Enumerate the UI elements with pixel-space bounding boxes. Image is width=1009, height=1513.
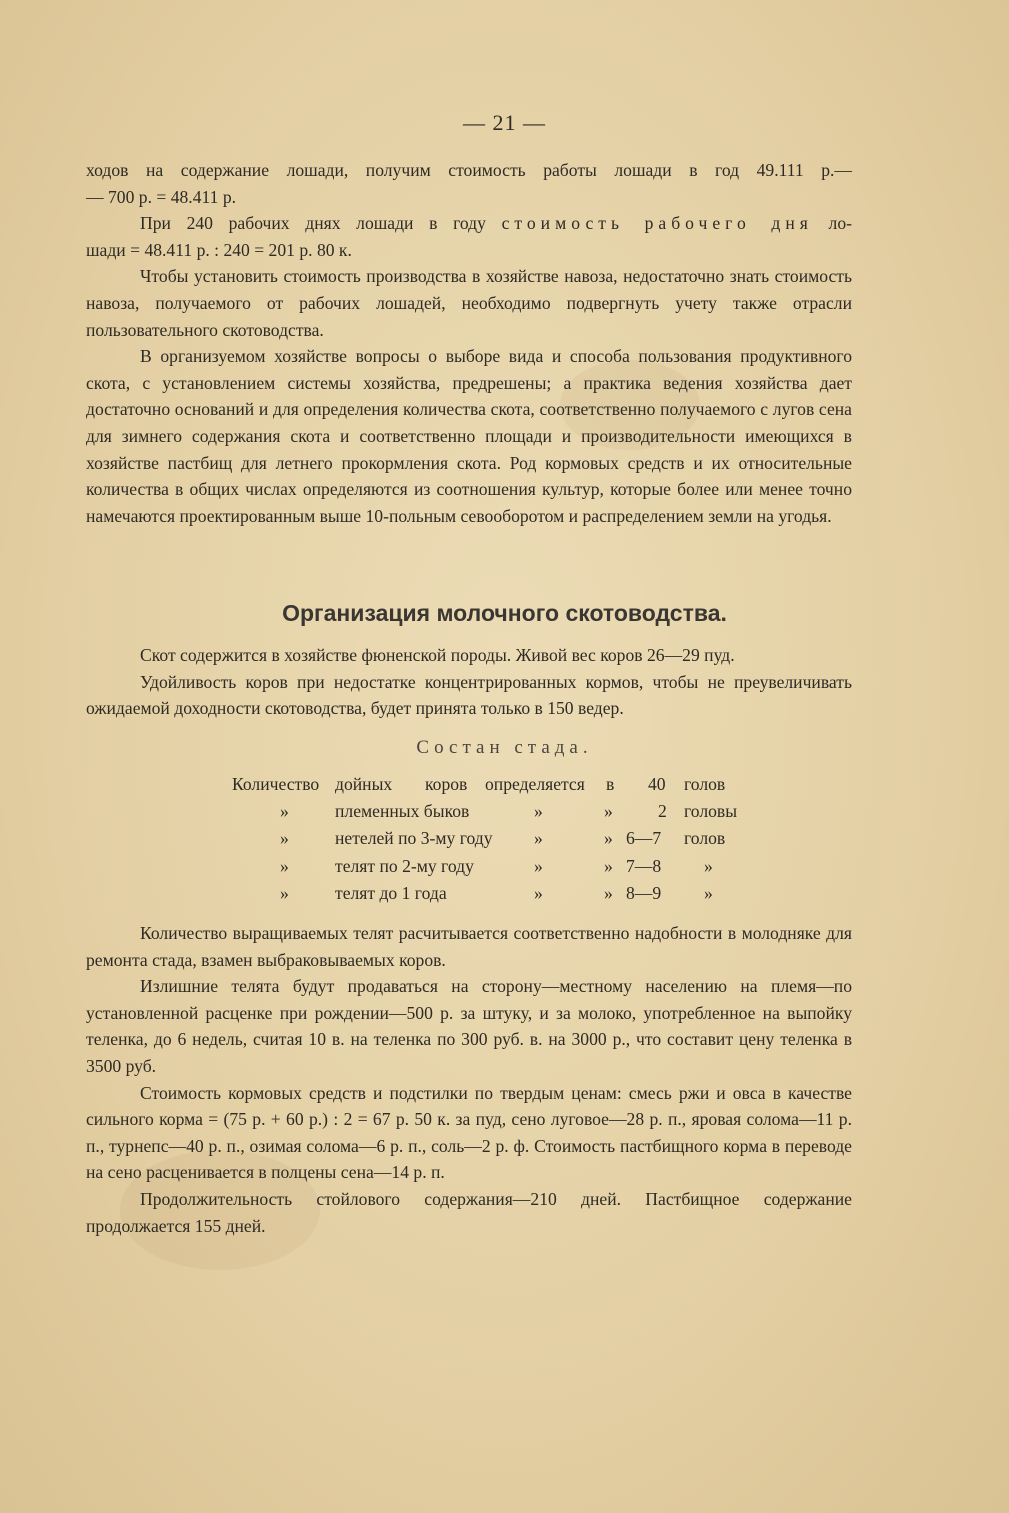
page-number: — 21 — [463,110,546,135]
paragraph: Удойливость коров при недостатке концентрированных кормов, чтобы не преувеличивать ожидаемой доходности скотоводства, будет принята только в 150 ведер. [86,671,852,719]
table-cell: телят до 1 года [335,883,447,903]
table-cell: головы [684,801,738,821]
section-heading: Организация молочного скотоводства. [282,600,727,626]
paragraph: Количество выращиваемых телят расчитывается соответственно надобности в молодняке для ремонта стада, взамен выбраковываемых коров. [86,923,852,970]
table-cell: 6—7 [626,828,662,848]
table-cell: » [534,801,543,821]
text-block-intro [86,157,852,529]
table-cell: » [280,801,289,821]
text-span: При 240 рабочих днях лошади в году [140,213,502,234]
paragraph-line: — 700 р. = 48.411 р. [86,186,237,207]
table-row [0,883,1009,909]
table-cell: дойных [335,774,393,794]
table-cell: телят по 2-му году [335,856,474,876]
table-heading: Состан стада. [416,737,593,758]
table-cell: » [280,828,289,848]
table-cell: определяется [485,774,585,794]
paragraph: Скот содержится в хозяйстве фюненской породы. Живой вес коров 26—29 пуд. [140,645,735,665]
paragraph-line: ходов на содержание лошади, получим стоимость работы лошади в год 49.111 р.— [86,160,852,180]
table-cell: » [534,828,543,848]
table-cell: нетелей по 3-му году [335,828,493,848]
table-row [0,856,1009,882]
paragraph: Излишние телята будут продаваться на сторону—местному населению на племя—по установленной расценке при рождении—500 р. за штуку, и за молоко, употребленное на выпойку теленка, до 6 недель, считая 10 в. на теленка по 300 руб. в. на 3000 р., что составит цену теленка в 3500 руб. [86,976,852,1076]
text-block-herd [86,642,852,722]
table-cell: » [704,883,713,903]
paragraph [86,210,852,237]
table-cell: голов [684,828,726,848]
paragraph-line: шади = 48.411 р. : 240 = 201 р. 80 к. [86,239,352,260]
paragraph: В организуемом хозяйстве вопросы о выборе вида и способа пользования продуктивного скота, с установлением системы хозяйства, предрешены; а практика ведения хозяйства дает достаточно оснований и для определения количества скота, соответственно получаемого с лугов сена для зимнего содержания скота и соответственно площади и производительности имеющихся в хозяйстве пастбищ для летнего прокормления скота. Род кормовых средств и их относительные количества в общих числах определяются из соотношения культур, которые более или менее точно намечаются проектированным выше 10-польным севооборотом и распределением земли на угодья. [86,346,852,526]
table-cell: 40 [648,774,666,794]
table-cell: голов [684,774,726,794]
table-cell: в [606,774,615,794]
paragraph: Продолжительность стойлового содержания—210 дней. Пастбищное содержание продолжается 155 дней. [86,1188,852,1236]
table-cell: » [534,856,543,876]
table-cell: Количество [232,774,320,794]
table-cell: » [604,883,613,903]
text-span: ло- [812,213,852,234]
table-cell: » [704,856,713,876]
table-cell: » [280,883,289,903]
table-cell: » [604,801,613,821]
table-cell: коров [425,774,468,794]
paragraph: Стоимость кормовых средств и подстилки по твердым ценам: смесь ржи и овса в качестве сильного корма = (75 р. + 60 р.) : 2 = 67 р. 50 к. за пуд, сено луговое—28 р. п., яровая солома—11 р. п., турнепс—40 р. п., озимая солома—6 р. п., соль—2 р. ф. Стоимость пастбищного корма в переводе на сено расценивается в полцены сена—14 р. п. [86,1082,852,1183]
table-cell: » [280,856,289,876]
text-block-calves [86,920,852,1239]
emphasized-text: стоимость рабочего дня [501,213,813,234]
table-cell: 2 [658,801,667,821]
paragraph: Чтобы установить стоимость производства в хозяйстве навоза, недостаточно знать стоимость навоза, получаемого от рабочих лошадей, необходимо подвергнуть учету также отрасли пользовательного скотоводства. [86,266,852,340]
table-cell: 7—8 [626,856,662,876]
table-cell: » [534,883,543,903]
table-cell: » [604,856,613,876]
table-row [0,801,1009,827]
table-row [0,828,1009,854]
table-cell: » [604,828,613,848]
table-cell: племенных быков [335,801,470,821]
table-cell: 8—9 [626,883,662,903]
table-row [0,774,1009,800]
